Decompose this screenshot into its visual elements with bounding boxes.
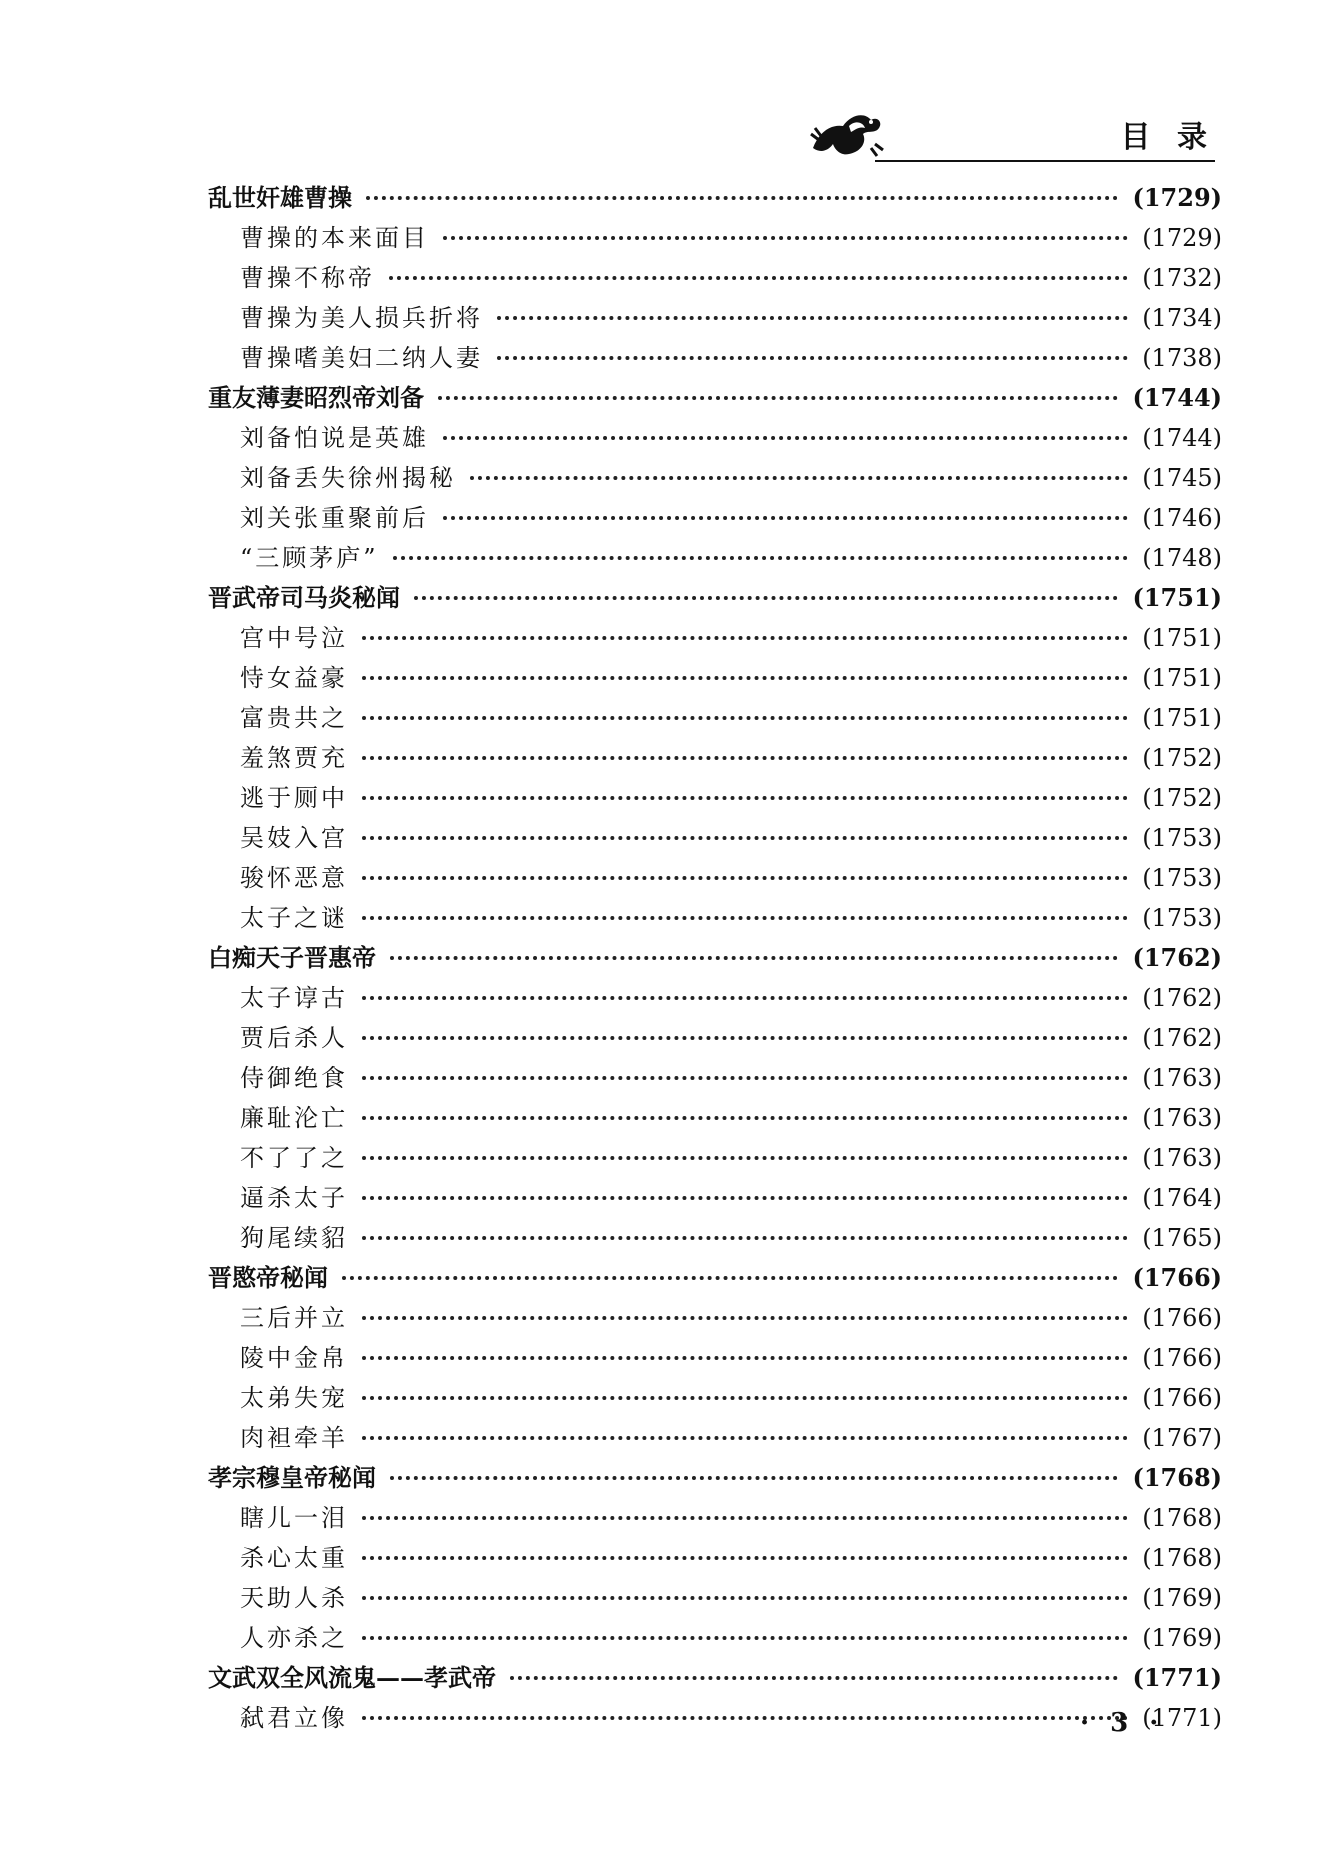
toc-entry-page: (1769) bbox=[1142, 1584, 1222, 1612]
toc-section-entry[interactable] bbox=[202, 338, 1222, 378]
toc-section-entry[interactable] bbox=[202, 778, 1222, 818]
toc-section-entry[interactable] bbox=[202, 218, 1222, 258]
dot-leader bbox=[362, 755, 1128, 760]
toc-entry-title: 恃女益豪 bbox=[240, 664, 348, 692]
toc-entry-page: (1751) bbox=[1132, 583, 1222, 612]
toc-entry-title: 三后并立 bbox=[240, 1304, 348, 1332]
toc-entry-title: 刘备怕说是英雄 bbox=[240, 424, 429, 452]
header-rule bbox=[875, 160, 1215, 162]
dot-leader bbox=[362, 995, 1128, 1000]
toc-entry-page: (1744) bbox=[1132, 383, 1222, 412]
dot-leader bbox=[362, 1715, 1128, 1720]
toc-entry-title: 曹操的本来面目 bbox=[240, 224, 429, 252]
dot-leader bbox=[362, 1395, 1128, 1400]
dot-leader bbox=[414, 595, 1118, 600]
toc-entry-page: (1766) bbox=[1142, 1344, 1222, 1372]
toc-entry-page: (1738) bbox=[1142, 344, 1222, 372]
toc-entry-title: 羞煞贾充 bbox=[240, 744, 348, 772]
toc-section-entry[interactable] bbox=[202, 1298, 1222, 1338]
toc-entry-title: 富贵共之 bbox=[240, 704, 348, 732]
toc-section-entry[interactable] bbox=[202, 1378, 1222, 1418]
toc-section-entry[interactable] bbox=[202, 658, 1222, 698]
dot-leader bbox=[362, 875, 1128, 880]
toc-entry-page: (1748) bbox=[1142, 544, 1222, 572]
toc-section-entry[interactable] bbox=[202, 538, 1222, 578]
dot-leader bbox=[443, 435, 1128, 440]
toc-section-entry[interactable] bbox=[202, 258, 1222, 298]
toc-entry-title: 廉耻沦亡 bbox=[240, 1104, 348, 1132]
toc-entry-title: 贾后杀人 bbox=[240, 1024, 348, 1052]
dot-leader bbox=[362, 635, 1128, 640]
dot-leader bbox=[438, 395, 1118, 400]
toc-chapter-entry[interactable] bbox=[202, 1458, 1222, 1498]
toc-section-entry[interactable] bbox=[202, 698, 1222, 738]
toc-entry-title: 逃于厕中 bbox=[240, 784, 348, 812]
toc-entry-page: (1771) bbox=[1142, 1704, 1222, 1732]
toc-section-entry[interactable] bbox=[202, 298, 1222, 338]
toc-entry-title: 重友薄妻昭烈帝刘备 bbox=[208, 383, 424, 412]
toc-entry-title: 太子谆古 bbox=[240, 984, 348, 1012]
toc-section-entry[interactable] bbox=[202, 1018, 1222, 1058]
toc-entry-page: (1766) bbox=[1142, 1304, 1222, 1332]
toc-entry-page: (1768) bbox=[1132, 1463, 1222, 1492]
toc-section-entry[interactable] bbox=[202, 858, 1222, 898]
toc-chapter-entry[interactable] bbox=[202, 1258, 1222, 1298]
toc-section-entry[interactable] bbox=[202, 498, 1222, 538]
toc-entry-page: (1768) bbox=[1142, 1504, 1222, 1532]
toc-section-entry[interactable] bbox=[202, 1138, 1222, 1178]
toc-entry-title: 杀心太重 bbox=[240, 1544, 348, 1572]
toc-entry-page: (1766) bbox=[1132, 1263, 1222, 1292]
toc-entry-title: 刘关张重聚前后 bbox=[240, 504, 429, 532]
toc-entry-title: 宫中号泣 bbox=[240, 624, 348, 652]
toc-entry-title: 晋武帝司马炎秘闻 bbox=[208, 583, 400, 612]
toc-entry-title: 孝宗穆皇帝秘闻 bbox=[208, 1463, 376, 1492]
dot-leader bbox=[470, 475, 1128, 480]
toc-section-entry[interactable] bbox=[202, 458, 1222, 498]
toc-section-entry[interactable] bbox=[202, 1218, 1222, 1258]
toc-entry-title: 不了了之 bbox=[240, 1144, 348, 1172]
toc-entry-page: (1751) bbox=[1142, 664, 1222, 692]
dot-leader bbox=[389, 275, 1128, 280]
page-title: 目 录 bbox=[1120, 120, 1215, 155]
toc-entry-title: 骏怀恶意 bbox=[240, 864, 348, 892]
toc-entry-title: 曹操不称帝 bbox=[240, 264, 375, 292]
toc-entry-page: (1746) bbox=[1142, 504, 1222, 532]
toc-chapter-entry[interactable] bbox=[202, 178, 1222, 218]
page-header bbox=[805, 100, 1215, 166]
dot-leader bbox=[362, 1515, 1128, 1520]
toc-entry-page: (1768) bbox=[1142, 1544, 1222, 1572]
toc-section-entry[interactable] bbox=[202, 1498, 1222, 1538]
dot-leader bbox=[362, 1315, 1128, 1320]
toc-entry-title: 曹操为美人损兵折将 bbox=[240, 304, 483, 332]
toc-section-entry[interactable] bbox=[202, 978, 1222, 1018]
toc-section-entry[interactable] bbox=[202, 818, 1222, 858]
toc-entry-title: 弑君立像 bbox=[240, 1704, 348, 1732]
toc-entry-title: 刘备丢失徐州揭秘 bbox=[240, 464, 456, 492]
toc-entry-page: (1764) bbox=[1142, 1184, 1222, 1212]
toc-entry-title: 白痴天子晋惠帝 bbox=[208, 943, 376, 972]
toc-entry-page: (1745) bbox=[1142, 464, 1222, 492]
toc-entry-page: (1744) bbox=[1142, 424, 1222, 452]
toc-section-entry[interactable] bbox=[202, 738, 1222, 778]
toc-entry-title: 文武双全风流鬼——孝武帝 bbox=[208, 1663, 496, 1692]
toc-section-entry[interactable] bbox=[202, 418, 1222, 458]
toc-entry-title: 侍御绝食 bbox=[240, 1064, 348, 1092]
dot-leader bbox=[362, 915, 1128, 920]
toc-section-entry[interactable] bbox=[202, 898, 1222, 938]
toc-entry-page: (1753) bbox=[1142, 904, 1222, 932]
toc-entry-page: (1753) bbox=[1142, 864, 1222, 892]
toc-section-entry[interactable] bbox=[202, 1578, 1222, 1618]
toc-chapter-entry[interactable] bbox=[202, 578, 1222, 618]
dot-leader bbox=[362, 835, 1128, 840]
dot-leader bbox=[362, 1595, 1128, 1600]
dot-leader bbox=[362, 1195, 1128, 1200]
toc-entry-title: 太弟失宠 bbox=[240, 1384, 348, 1412]
dot-leader bbox=[362, 1435, 1128, 1440]
dot-leader bbox=[362, 1355, 1128, 1360]
toc-entry-page: (1769) bbox=[1142, 1624, 1222, 1652]
toc-entry-page: (1752) bbox=[1142, 744, 1222, 772]
dot-leader bbox=[443, 515, 1128, 520]
toc-entry-title: 乱世奸雄曹操 bbox=[208, 183, 352, 212]
dot-leader bbox=[362, 1075, 1128, 1080]
dot-leader bbox=[362, 1235, 1128, 1240]
toc-entry-title: 人亦杀之 bbox=[240, 1624, 348, 1652]
toc-section-entry[interactable] bbox=[202, 1178, 1222, 1218]
toc-entry-page: (1751) bbox=[1142, 704, 1222, 732]
toc-entry-page: (1762) bbox=[1142, 984, 1222, 1012]
dot-leader bbox=[497, 355, 1128, 360]
toc-section-entry[interactable] bbox=[202, 1098, 1222, 1138]
dot-leader bbox=[362, 1115, 1128, 1120]
toc-entry-page: (1729) bbox=[1132, 183, 1222, 212]
toc-section-entry[interactable] bbox=[202, 1058, 1222, 1098]
dot-leader bbox=[362, 1155, 1128, 1160]
toc-entry-title: 天助人杀 bbox=[240, 1584, 348, 1612]
toc-entry-title: 曹操嗜美妇二纳人妻 bbox=[240, 344, 483, 372]
toc-section-entry[interactable] bbox=[202, 1418, 1222, 1458]
toc-section-entry[interactable] bbox=[202, 1618, 1222, 1658]
dot-leader bbox=[362, 1035, 1128, 1040]
toc-entry-title: “三顾茅庐” bbox=[240, 544, 379, 572]
toc-entry-title: 狗尾续貂 bbox=[240, 1224, 348, 1252]
toc-entry-page: (1765) bbox=[1142, 1224, 1222, 1252]
toc-section-entry[interactable] bbox=[202, 1698, 1222, 1738]
dragon-logo-icon bbox=[805, 104, 887, 164]
dot-leader bbox=[342, 1275, 1118, 1280]
toc-entry-page: (1762) bbox=[1132, 943, 1222, 972]
dot-leader bbox=[443, 235, 1128, 240]
toc-chapter-entry[interactable] bbox=[202, 1658, 1222, 1698]
dot-leader bbox=[366, 195, 1118, 200]
toc-entry-title: 吴妓入宫 bbox=[240, 824, 348, 852]
table-of-contents bbox=[202, 178, 1222, 1738]
page-number: · 3 · bbox=[1080, 1708, 1165, 1738]
toc-entry-title: 晋愍帝秘闻 bbox=[208, 1263, 328, 1292]
toc-entry-page: (1763) bbox=[1142, 1064, 1222, 1092]
dot-leader bbox=[362, 1635, 1128, 1640]
toc-entry-page: (1767) bbox=[1142, 1424, 1222, 1452]
toc-section-entry[interactable] bbox=[202, 1538, 1222, 1578]
dot-leader bbox=[393, 555, 1129, 560]
toc-entry-page: (1763) bbox=[1142, 1144, 1222, 1172]
toc-entry-title: 陵中金帛 bbox=[240, 1344, 348, 1372]
toc-entry-page: (1763) bbox=[1142, 1104, 1222, 1132]
dot-leader bbox=[362, 1555, 1128, 1560]
toc-entry-page: (1734) bbox=[1142, 304, 1222, 332]
toc-chapter-entry[interactable] bbox=[202, 938, 1222, 978]
toc-entry-page: (1729) bbox=[1142, 224, 1222, 252]
toc-entry-title: 肉袒牵羊 bbox=[240, 1424, 348, 1452]
dot-leader bbox=[362, 795, 1128, 800]
dot-leader bbox=[497, 315, 1128, 320]
toc-entry-title: 逼杀太子 bbox=[240, 1184, 348, 1212]
dot-leader bbox=[362, 715, 1128, 720]
toc-entry-page: (1732) bbox=[1142, 264, 1222, 292]
dot-leader bbox=[390, 1475, 1118, 1480]
toc-entry-page: (1751) bbox=[1142, 624, 1222, 652]
toc-entry-page: (1762) bbox=[1142, 1024, 1222, 1052]
toc-entry-title: 太子之谜 bbox=[240, 904, 348, 932]
toc-entry-page: (1752) bbox=[1142, 784, 1222, 812]
toc-chapter-entry[interactable] bbox=[202, 378, 1222, 418]
toc-entry-page: (1766) bbox=[1142, 1384, 1222, 1412]
dot-leader bbox=[390, 955, 1118, 960]
dot-leader bbox=[362, 675, 1128, 680]
toc-section-entry[interactable] bbox=[202, 618, 1222, 658]
toc-entry-page: (1753) bbox=[1142, 824, 1222, 852]
toc-entry-page: (1771) bbox=[1132, 1663, 1222, 1692]
dot-leader bbox=[510, 1675, 1118, 1680]
toc-entry-title: 瞎儿一泪 bbox=[240, 1504, 348, 1532]
toc-section-entry[interactable] bbox=[202, 1338, 1222, 1378]
